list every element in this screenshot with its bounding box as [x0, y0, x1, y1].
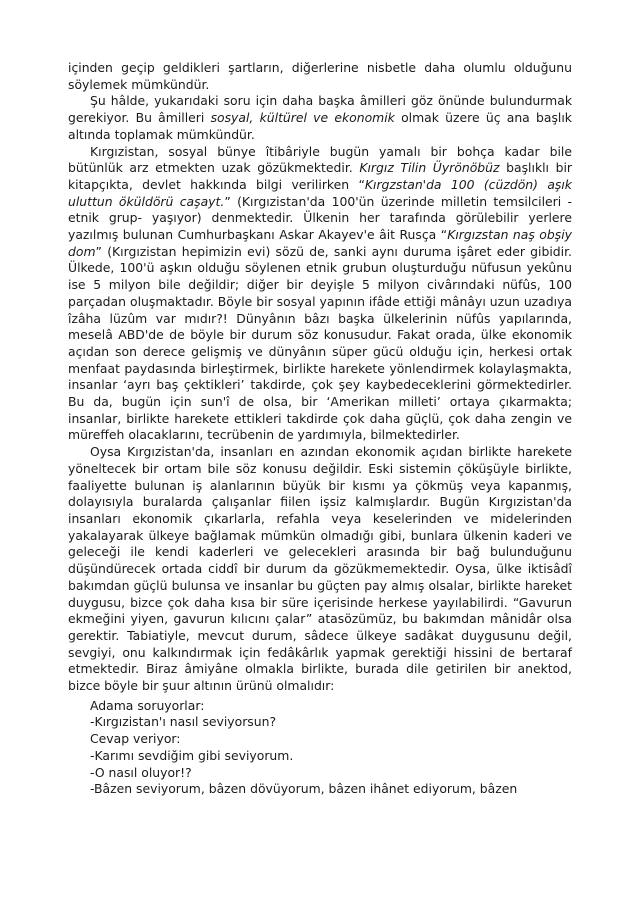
dialogue-line: Adama soruyorlar: [90, 697, 205, 713]
body-text [68, 60, 572, 695]
text-run: Şu hâlde, yukarıdaki soru için daha başka âmilleri göz önünde bulundurmak gerekiyor. Bu âmilleri [68, 93, 572, 126]
italic-text: Kırgzstan'da 100 (cüzdön) aşık uluttun öküldörü caşayt. [68, 176, 572, 209]
text-run: olmak üzere üç ana başlık altında toplamak mümkündür. [68, 110, 572, 142]
text-run: ” (Kırgızistan'da 100'ün üzerinde milletin temsilcileri -etnik grup- yaşıyor) denmektedir. Ülkenin her tarafında görülebilir yerlere yazılmış bulunan Cumhurbaşkanı Askar Akayev'e âit Rusça “ [68, 193, 572, 243]
paragraph-1 [68, 93, 572, 143]
text-run: başlıklı bir kitapçıkta, devlet hakkında bilgi verilirken “ [68, 160, 573, 192]
text-run: Kırgızistan, sosyal bünye îtibâriyle bugün yamalı bir bohça kadar bile bütünlük arz etmekten uzak gözükmektedir. [68, 143, 572, 176]
dialogue-line: -Kırgızistan'ı nasıl seviyorsun? [90, 714, 277, 730]
paragraph-3 [68, 444, 572, 695]
dialogue-line: -O nasıl oluyor!? [90, 764, 192, 780]
italic-text: Kırgız Tilin Üyrönöbüz [359, 160, 500, 176]
text-run: ” (Kırgızistan hepimizin evi) sözü de, sanki aynı duruma işâret eder gibidir. Ülkede, 100'ü aşkın olduğu söylenen etnik grubun oluşturduğu nüfusun yekûnu ise 5 milyon bile değildir; diğer bir deyişle 5 milyon civârındaki nüfûs, 100 parçadan oluşmaktadır. Böyle bir sosyal yapının ifâde ettiği mânâyı uzun uzadıya îzâha lüzûm var mıdır?! Dünyânın bâzı başka ülkelerinin nüfûs yapılarında, meselâ ABD'de de böyle bir durum söz konusudur. Fakat orada, ülke ekonomik açıdan son derece gelişmiş ve dünyânın süper gücü olduğu için, herkesi ortak menfaat paydasında birleştirmek, birlikte harekete yönlendirmek kolaylaşmakta, insanlar ‘ayrı baş çektikleri’ takdirde, çok şey kaybedeceklerini görmektedirler. Bu da, bugün için sun'î de olsa, bir ‘Amerikan milleti’ ortaya çıkarmakta; insanlar, birlikte harekete ettikleri takdirde çok daha güçlü, çok daha zengin ve müreffeh olacaklarını, tecrübenin de yardımıyla, bilmektedirler. [68, 243, 572, 443]
paragraph-0 [68, 60, 572, 93]
dialogue-line: -Karımı sevdiğim gibi seviyorum. [90, 747, 294, 763]
dialogue-line: Cevap veriyor: [90, 731, 181, 747]
text-run: Oysa Kırgızistan'da, insanları en azından ekonomik açıdan birlikte harekete yöneltecek bir ortam bile söz konusu değildir. Eski sistemin çöküşüyle birlikte, faaliyette bulunan iş alanlarının büyük bir kısmı ya çökmüş veya kapanmış, dolayısıyla buralarda çalışanlar fiilen işsiz kalmışlardır. Bugün Kırgızistan'da insanları ekonomik çıkarlarla, refahla veya keselerinden ve midelerinden yakalayarak ülkeye bağlamak mümkün olmadığı gibi, bunlara ülkenin kaderi ve geleceği ile kendi kaderleri ve gelecekleri arasında bir bağ bulunduğunu düşündürecek ortada ciddî bir durum da gözükmemektedir. Oysa, ülke iktisâdî bakımdan güçlü bulunsa ve insanlar bu güçten pay almış olsalar, birlikte hareket duygusu, bizce çok daha kısa bir süre içerisinde herkese yayılabilirdi. “Gavurun ekmeğini yiyen, gavurun kılıcını çalar” atasözümüz, bu bakımdan mânidâr olsa gerektir. Tabiatiyle, mevcut durum, sâdece ülkeye sadâkat duygusunu değil, sevgiyi, onu kalkındırmak için fedâkârlık yapmak gerektiği hissini de bertaraf etmektedir. Biraz âmiyâne olmakla birlikte, burada dile getirilen bir anektod, bizce böyle bir şuur altının ürünü olmalıdır: [68, 444, 572, 694]
text-run: içinden geçip geldikleri şartların, diğerlerine nisbetle daha olumlu olduğunu söylemek mümkündür. [68, 60, 572, 92]
paragraph-2 [68, 144, 572, 445]
italic-text: Kırgızstan naş obşiy dom [68, 227, 572, 259]
document-page [68, 60, 572, 798]
italic-text: sosyal, kültürel ve ekonomik [210, 110, 395, 126]
dialogue-block [68, 698, 572, 798]
dialogue-line: -Bâzen seviyorum, bâzen dövüyorum, bâzen ihânet ediyorum, bâzen [90, 781, 518, 797]
